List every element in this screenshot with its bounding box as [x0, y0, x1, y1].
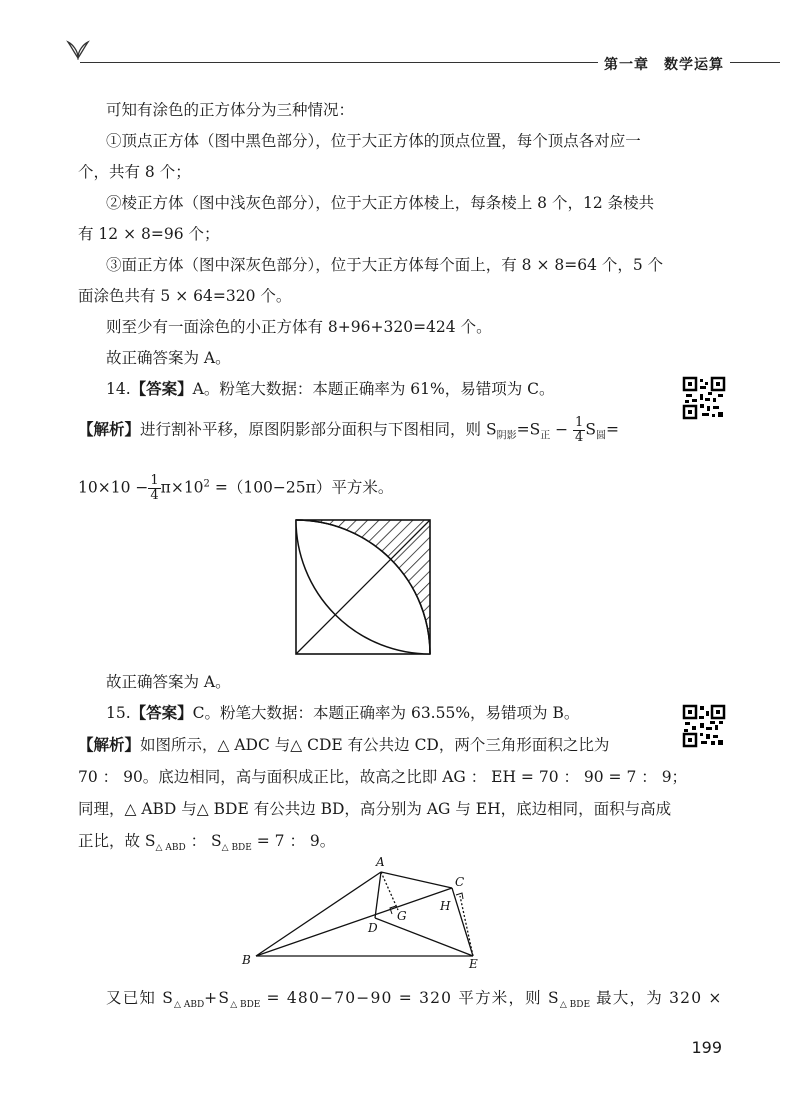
label-e: E: [469, 957, 478, 971]
height-ag: [381, 872, 398, 910]
chapter-title: 第一章 数学运算: [598, 54, 730, 74]
figure-triangles: [236, 852, 496, 972]
analysis-tag: 【解析】: [78, 735, 141, 754]
paragraph: 则至少有一面涂色的小正方体有 8+96+320=424 个。: [106, 318, 492, 336]
height-eh: [460, 896, 473, 956]
label-g: G: [397, 909, 407, 923]
paragraph: 又已知 $S_{\triangle ABD}+S_{\triangle BDE} = 480-70-90 = 320$ 平方米，则 $S_{\triangle BDE}$ 最大，为 320 ×: [106, 989, 723, 1011]
paragraph: 可知有涂色的正方体分为三种情况：: [106, 101, 355, 119]
q15-analysis-line: 【解析】如图所示，△ ADC 与△ CDE 有公共边 CD，两个三角形面积之比为: [78, 735, 610, 754]
paragraph: 个，共有 8 个；: [78, 163, 191, 181]
edge-ad: [375, 872, 381, 918]
paragraph: 故正确答案为 A。: [106, 349, 231, 367]
analysis-tag: 【解析】: [78, 419, 141, 439]
paragraph: 同理，△ ABD 与△ BDE 有公共边 BD，高分别为 AG 与 EH，底边相同，面积与高成: [78, 800, 672, 818]
paragraph: 正比，故 $S_{\triangle ABD}$ ： $S_{\triangle BDE} = 7$ ： 9。: [78, 832, 336, 854]
figure-square-quarter-circle: [292, 516, 434, 658]
paragraph: 故正确答案为 A。: [106, 673, 231, 691]
label-h: H: [440, 899, 451, 913]
paragraph: 70 ： 90。底边相同，高与面积成正比，故高之比即 AG ： EH = 70 ： 90 = 7 ： 9；: [78, 768, 688, 786]
paragraph: ③面正方体（图中深灰色部分），位于大正方体每个面上，有 8 × 8=64 个，5 个: [106, 256, 664, 274]
label-c: C: [455, 875, 465, 889]
label-d: D: [368, 921, 378, 935]
page-number: 199: [691, 1038, 722, 1057]
answer-tag: 【答案】: [130, 379, 193, 398]
fraction: $\frac{1}{4}$: [575, 415, 584, 445]
qr-code-icon: [682, 376, 726, 420]
q14-answer-line: 14.【答案】A。粉笔大数据：本题正确率为 61%，易错项为 C。: [106, 379, 555, 398]
paragraph: ①顶点正方体（图中黑色部分），位于大正方体的顶点位置，每个顶点各对应一: [106, 132, 641, 150]
qr-code-icon: [682, 704, 726, 748]
paragraph: ②棱正方体（图中浅灰色部分），位于大正方体棱上，每条棱上 8 个，12 条棱共: [106, 194, 655, 212]
label-a: A: [376, 855, 385, 869]
leaf-icon: [66, 38, 90, 65]
paragraph: 有 12 × 8=96 个；: [78, 225, 220, 243]
answer-tag: 【答案】: [130, 703, 193, 722]
q14-calc-line: 10×10 − $\frac{1}{4}$ $\pi\times 10^2 =(100-25\pi)$平方米。: [78, 473, 394, 503]
edge-ab: [256, 872, 381, 956]
fraction: $\frac{1}{4}$: [150, 473, 159, 503]
q14-analysis-line: 【解析】进行割补平移，原图阴影部分面积与下图相同，则 $S_{阴影}=S_正$ − $\frac{1}{4}$ $S_圆=$: [78, 415, 619, 445]
edge-bc: [256, 888, 452, 956]
edge-de: [375, 918, 473, 956]
edge-ac: [381, 872, 452, 888]
paragraph: 面涂色共有 5 × 64=320 个。: [78, 287, 292, 305]
q15-answer-line: 15.【答案】C。粉笔大数据：本题正确率为 63.55%，易错项为 B。: [106, 703, 580, 722]
label-b: B: [242, 953, 251, 967]
